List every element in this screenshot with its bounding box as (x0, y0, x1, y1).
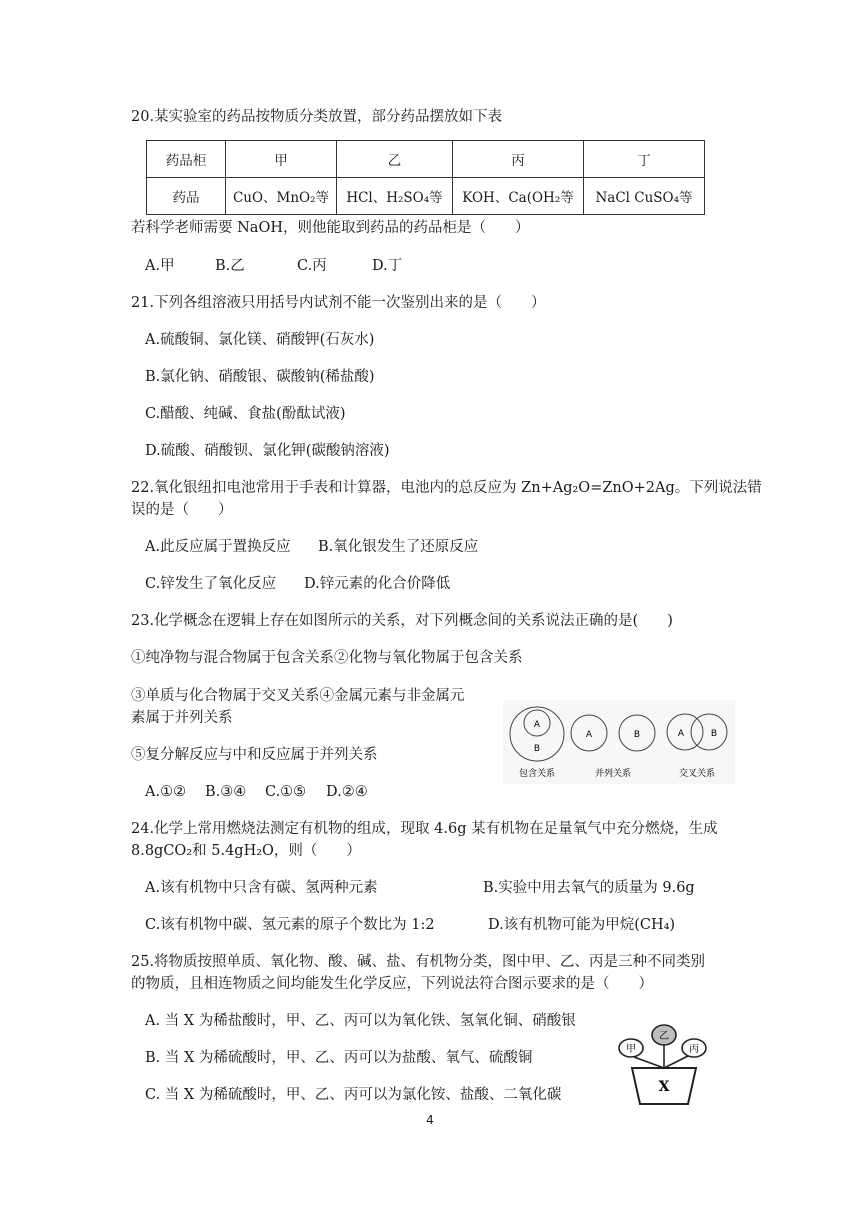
intersection-label-b: B (710, 729, 718, 739)
table-header-cell: 甲 (226, 141, 337, 178)
flower-jia-label: 甲 (626, 1044, 636, 1055)
q24-option-d: D.该有机物可能为甲烷(CH₄) (488, 917, 676, 933)
q24-option-a: A.该有机物中只含有碳、氢两种元素 (145, 880, 378, 896)
q22-option-d: D.锌元素的化合价降低 (304, 576, 451, 592)
table-row (147, 141, 705, 178)
q23-option-d: D.②④ (326, 784, 368, 800)
intersection-caption: 交叉关系 (678, 769, 716, 779)
flowerpot-label: X (658, 1079, 670, 1095)
q22-option-c: C.锌发生了氧化反应 (145, 576, 277, 592)
q25-stem-line2: 的物质，且相连物质之间均能发生化学反应，下列说法符合图示要求的是（ ） (131, 976, 653, 992)
q20-option-d: D.丁 (372, 258, 403, 274)
q25-option-b: B. 当 X 为稀硫酸时，甲、乙、丙可以为盐酸、氧气、硫酸铜 (145, 1050, 533, 1066)
table-cell: KOH、Ca(OH₂等 (453, 178, 584, 215)
q23-statement-1-2: ①纯净物与混合物属于包含关系②化物与氧化物属于包含关系 (131, 650, 523, 666)
q21-stem: 21.下列各组溶液只用括号内试剂不能一次鉴别出来的是（ ） (131, 295, 546, 311)
table-header-cell: 丙 (453, 141, 584, 178)
q22-stem-line1: 22.氧化银纽扣电池常用于手表和计算器，电池内的总反应为 Zn+Ag₂O=ZnO+2Ag。下列说法错 (131, 480, 762, 496)
q23-option-b: B.③④ (205, 784, 247, 800)
inclusion-label-a: A (533, 720, 541, 730)
q20-question: 若科学老师需要 NaOH，则他能取到药品的药品柜是（ ） (131, 220, 530, 236)
q20-option-b: B.乙 (215, 258, 245, 274)
set-relation-figure (503, 700, 735, 784)
q24-option-b: B.实验中用去氧气的质量为 9.6g (483, 880, 695, 896)
medicine-cabinet-table (146, 140, 705, 215)
q21-option-c: C.醋酸、纯碱、食盐(酚酞试液) (145, 406, 346, 422)
q20-option-c: C.丙 (297, 258, 327, 274)
parallel-caption: 并列关系 (594, 769, 632, 779)
q22-option-b: B.氧化银发生了还原反应 (318, 539, 479, 555)
q23-stem: 23.化学概念在逻辑上存在如图所示的关系，对下列概念间的关系说法正确的是( ) (131, 613, 673, 629)
parallel-label-a: A (585, 730, 593, 740)
inclusion-caption: 包含关系 (518, 769, 556, 779)
q24-stem-line1: 24.化学上常用燃烧法测定有机物的组成，现取 4.6g 某有机物在足量氧气中充分燃烧，生成 (131, 821, 718, 837)
q21-option-b: B.氯化钠、硝酸银、碳酸钠(稀盐酸) (145, 369, 375, 385)
page-number: 4 (426, 1113, 434, 1127)
q25-option-c: C. 当 X 为稀硫酸时，甲、乙、丙可以为氯化铵、盐酸、二氧化碳 (145, 1087, 562, 1103)
table-header-cell: 乙 (337, 141, 453, 178)
table-cell: CuO、MnO₂等 (226, 178, 337, 215)
q22-stem-line2: 误的是（ ） (131, 502, 233, 518)
table-row (147, 178, 705, 215)
flower-yi-label: 乙 (659, 1031, 669, 1042)
table-row-label: 药品 (147, 178, 226, 215)
table-cell: HCl、H₂SO₄等 (337, 178, 453, 215)
parallel-label-b: B (633, 730, 641, 740)
q23-statement-3-4: ③单质与化合物属于交叉关系④金属元素与非金属元 (131, 688, 465, 704)
q24-option-c: C.该有机物中碳、氢元素的原子个数比为 1:2 (145, 917, 435, 933)
q20-stem: 20.某实验室的药品按物质分类放置，部分药品摆放如下表 (131, 109, 503, 125)
q23-statement-5: ⑤复分解反应与中和反应属于并列关系 (131, 747, 378, 763)
table-cell: NaCl CuSO₄等 (584, 178, 705, 215)
inclusion-label-b: B (533, 744, 541, 754)
q23-statement-4-cont: 素属于并列关系 (131, 710, 233, 726)
q21-option-a: A.硫酸铜、氯化镁、硝酸钾(石灰水) (145, 332, 375, 348)
flower-bing-label: 丙 (689, 1044, 699, 1055)
q23-option-a: A.①② (145, 784, 187, 800)
table-header-cell: 药品柜 (147, 141, 226, 178)
flowerpot-figure (610, 1024, 718, 1106)
q20-option-a: A.甲 (145, 258, 175, 274)
stem-left (634, 1057, 664, 1068)
q25-stem-line1: 25.将物质按照单质、氧化物、酸、碱、盐、有机物分类，图中甲、乙、丙是三种不同类别 (131, 954, 706, 970)
q25-option-a: A. 当 X 为稀盐酸时，甲、乙、丙可以为氧化铁、氢氧化铜、硝酸银 (145, 1013, 576, 1029)
q21-option-d: D.硫酸、硝酸钡、氯化钾(碳酸钠溶液) (145, 443, 390, 459)
intersection-label-a: A (677, 729, 685, 739)
table-header-cell: 丁 (584, 141, 705, 178)
stem-right (664, 1055, 690, 1068)
q22-option-a: A.此反应属于置换反应 (145, 539, 291, 555)
q23-option-c: C.①⑤ (265, 784, 307, 800)
q24-stem-line2: 8.8gCO₂和 5.4gH₂O，则（ ） (131, 843, 361, 859)
